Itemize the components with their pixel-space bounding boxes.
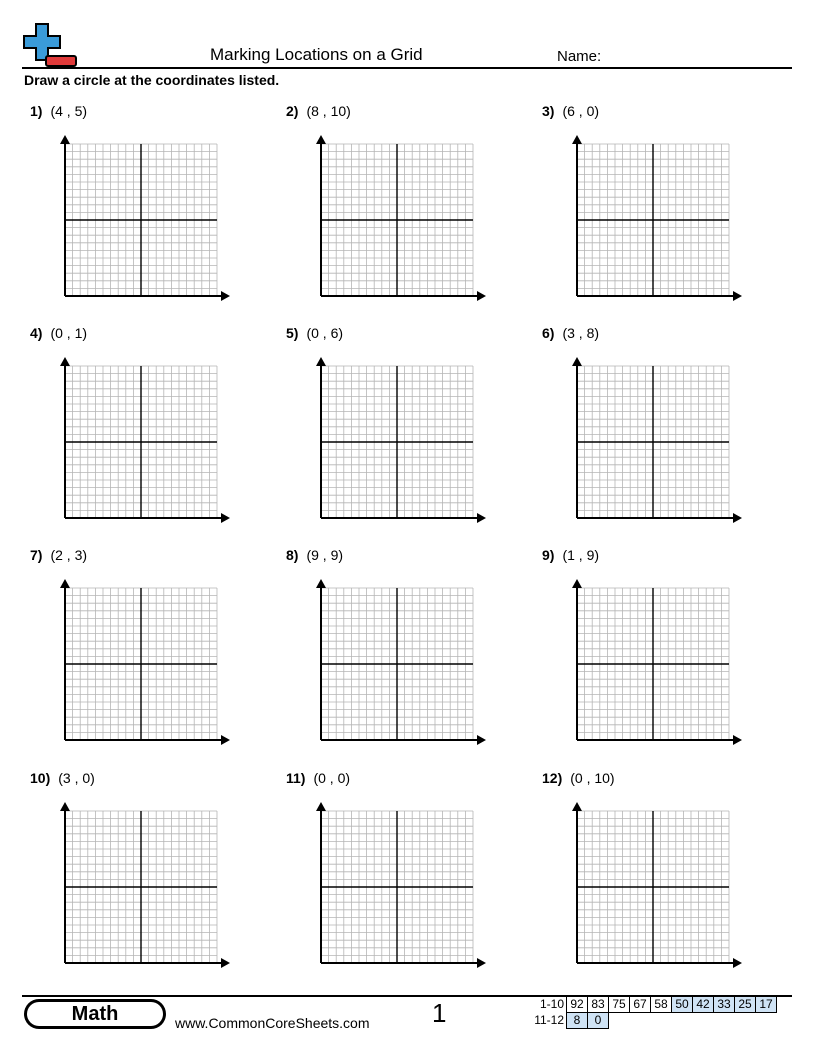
coordinate-grid[interactable] xyxy=(30,325,270,535)
answer-key-cell: 42 xyxy=(692,996,714,1013)
y-axis-arrow-icon xyxy=(60,357,70,366)
problem-coordinate: (3 , 0) xyxy=(58,770,95,786)
problem-6 xyxy=(542,325,782,535)
y-axis-arrow-icon xyxy=(572,802,582,811)
problem-number: 10) xyxy=(30,770,51,786)
x-axis-arrow-icon xyxy=(733,958,742,968)
problem-label xyxy=(286,547,343,563)
x-axis-arrow-icon xyxy=(733,513,742,523)
answer-key-cell: 83 xyxy=(587,996,609,1013)
problem-coordinate: (6 , 0) xyxy=(562,103,600,119)
page-number: 1 xyxy=(432,998,447,1028)
y-axis-arrow-icon xyxy=(316,802,326,811)
problem-number: 6) xyxy=(542,325,555,341)
y-axis-arrow-icon xyxy=(60,135,70,144)
problem-number: 12) xyxy=(542,770,563,786)
coordinate-grid[interactable] xyxy=(542,547,782,757)
x-axis-arrow-icon xyxy=(477,291,486,301)
answer-key-cell: 0 xyxy=(587,1012,609,1029)
y-axis-arrow-icon xyxy=(316,579,326,588)
y-axis-arrow-icon xyxy=(572,357,582,366)
problem-coordinate: (0 , 6) xyxy=(306,325,344,341)
problem-2 xyxy=(286,103,526,313)
coordinate-grid[interactable] xyxy=(286,770,526,980)
instructions: Draw a circle at the coordinates listed. xyxy=(24,72,280,88)
plus-minus-logo-icon xyxy=(22,22,80,68)
website-text: www.CommonCoreSheets.com xyxy=(175,1015,370,1031)
problem-number: 8) xyxy=(286,547,299,563)
problem-label xyxy=(286,103,351,119)
y-axis-arrow-icon xyxy=(60,802,70,811)
problem-number: 11) xyxy=(286,770,306,786)
coordinate-grid[interactable] xyxy=(542,325,782,535)
answer-key-row xyxy=(526,1012,777,1028)
coordinate-grid[interactable] xyxy=(30,547,270,757)
problem-coordinate: (2 , 3) xyxy=(50,547,88,563)
problem-coordinate: (0 , 10) xyxy=(570,770,615,786)
answer-key-cell: 17 xyxy=(755,996,777,1013)
x-axis-arrow-icon xyxy=(733,291,742,301)
math-badge xyxy=(24,999,166,1029)
x-axis-arrow-icon xyxy=(477,735,486,745)
x-axis-arrow-icon xyxy=(221,291,230,301)
problem-11 xyxy=(286,770,526,980)
problem-number: 2) xyxy=(286,103,299,119)
problem-9 xyxy=(542,547,782,757)
y-axis-arrow-icon xyxy=(316,357,326,366)
problem-label xyxy=(542,547,599,563)
problem-number: 5) xyxy=(286,325,299,341)
math-badge-label: Math xyxy=(27,1002,163,1026)
problem-coordinate: (9 , 9) xyxy=(306,547,344,563)
problem-coordinate: (3 , 8) xyxy=(562,325,600,341)
answer-key xyxy=(526,996,777,1028)
problem-coordinate: (0 , 1) xyxy=(50,325,88,341)
problem-coordinate: (1 , 9) xyxy=(562,547,600,563)
problem-label xyxy=(30,103,87,119)
coordinate-grid[interactable] xyxy=(542,103,782,313)
y-axis-arrow-icon xyxy=(60,579,70,588)
problem-number: 1) xyxy=(30,103,43,119)
problem-10 xyxy=(30,770,270,980)
y-axis-arrow-icon xyxy=(572,579,582,588)
problem-label xyxy=(30,770,95,786)
coordinate-grid[interactable] xyxy=(286,547,526,757)
answer-key-cell: 75 xyxy=(608,996,630,1013)
problem-5 xyxy=(286,325,526,535)
x-axis-arrow-icon xyxy=(733,735,742,745)
coordinate-grid[interactable] xyxy=(30,103,270,313)
answer-key-cell: 25 xyxy=(734,996,756,1013)
answer-key-cell: 50 xyxy=(671,996,693,1013)
name-label: Name: xyxy=(557,48,602,65)
y-axis-arrow-icon xyxy=(316,135,326,144)
problem-number: 9) xyxy=(542,547,555,563)
problem-label xyxy=(286,770,350,786)
problem-coordinate: (0 , 0) xyxy=(313,770,351,786)
x-axis-arrow-icon xyxy=(221,958,230,968)
problem-label xyxy=(542,103,599,119)
worksheet-title: Marking Locations on a Grid xyxy=(210,45,423,64)
problem-8 xyxy=(286,547,526,757)
x-axis-arrow-icon xyxy=(221,735,230,745)
answer-key-cell: 58 xyxy=(650,996,672,1013)
coordinate-grid[interactable] xyxy=(30,770,270,980)
problem-coordinate: (8 , 10) xyxy=(306,103,351,119)
problem-3 xyxy=(542,103,782,313)
y-axis-arrow-icon xyxy=(572,135,582,144)
problem-label xyxy=(542,325,599,341)
answer-key-cell: 92 xyxy=(566,996,588,1013)
problem-12 xyxy=(542,770,782,980)
problem-label xyxy=(286,325,343,341)
coordinate-grid[interactable] xyxy=(286,325,526,535)
coordinate-grid[interactable] xyxy=(286,103,526,313)
problem-1 xyxy=(30,103,270,313)
answer-key-cell: 8 xyxy=(566,1012,588,1029)
answer-key-row xyxy=(526,996,777,1012)
problem-label xyxy=(30,547,87,563)
problem-label xyxy=(542,770,615,786)
answer-key-cell: 67 xyxy=(629,996,651,1013)
problem-number: 3) xyxy=(542,103,555,119)
x-axis-arrow-icon xyxy=(477,513,486,523)
problem-label xyxy=(30,325,87,341)
problem-number: 4) xyxy=(30,325,43,341)
answer-key-row-label: 1-10 xyxy=(539,997,564,1011)
answer-key-row-label: 11-12 xyxy=(534,1013,564,1027)
x-axis-arrow-icon xyxy=(221,513,230,523)
problem-coordinate: (4 , 5) xyxy=(50,103,88,119)
coordinate-grid[interactable] xyxy=(542,770,782,980)
x-axis-arrow-icon xyxy=(477,958,486,968)
problem-4 xyxy=(30,325,270,535)
header-divider xyxy=(22,67,792,69)
answer-key-cell: 33 xyxy=(713,996,735,1013)
problem-7 xyxy=(30,547,270,757)
problem-number: 7) xyxy=(30,547,43,563)
